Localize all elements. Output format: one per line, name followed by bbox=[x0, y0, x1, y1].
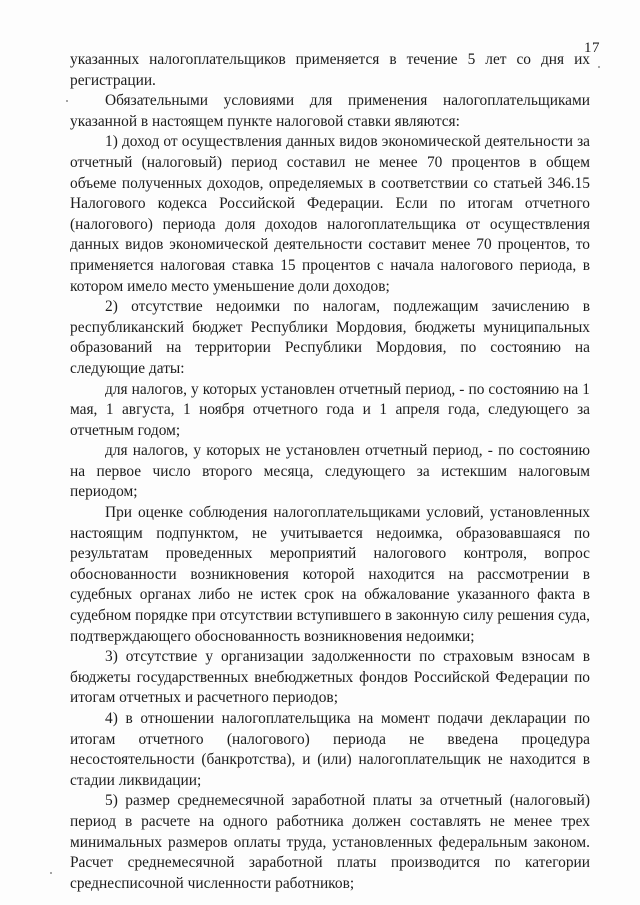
paragraph-continuation: указанных налогоплательщиков применяется в течение 5 лет со дня их регистрации. bbox=[70, 51, 590, 89]
scan-speck bbox=[598, 66, 600, 68]
document-body bbox=[70, 50, 590, 894]
paragraph-conditions-intro: Обязательными условиями для применения налогоплательщиками указанной в настоящем пункте налоговой ставки являются: bbox=[70, 92, 590, 130]
paragraph-condition-4: 4) в отношении налогоплательщика на момент подачи декларации по итогам отчетного (налогового) периода не введена процедура несостоятельности (банкротства), и (или) налогоплательщик не находится в стадии ликвидации; bbox=[70, 710, 590, 789]
scan-speck bbox=[50, 872, 52, 874]
paragraph-condition-2: 2) отсутствие недоимки по налогам, подлежащим зачислению в республиканский бюджет Республики Мордовия, бюджеты муниципальных образований на территории Республики Мордовия, по состоянию на следующие даты: bbox=[70, 298, 590, 377]
paragraph-condition-1: 1) доход от осуществления данных видов экономической деятельности за отчетный (налоговый) период составил не менее 70 процентов в общем объеме полученных доходов, определяемых в соответствии со статьей 346.15 Налогового кодекса Российской Федерации. Если по итогам отчетного (налогового) периода доля доходов налогоплательщика от осуществления данных видов экономической деятельности составит менее 70 процентов, то применяется налоговая ставка 15 процентов с начала налогового периода, в котором имело место уменьшение доли доходов; bbox=[70, 133, 590, 295]
paragraph-condition-3: 3) отсутствие у организации задолженности по страховым взносам в бюджеты государственных внебюджетных фондов Российской Федерации по итогам отчетных и расчетного периодов; bbox=[70, 648, 590, 707]
paragraph-condition-2-reporting: для налогов, у которых установлен отчетный период, - по состоянию на 1 мая, 1 августа, 1 ноября отчетного года и 1 апреля года, следующего за отчетным годом; bbox=[70, 380, 590, 439]
scan-speck bbox=[66, 100, 68, 102]
paragraph-condition-5: 5) размер среднемесячной заработной платы за отчетный (налоговый) период в расчете на одного работника должен составлять не менее трех минимальных размеров оплаты труда, установленных федеральным законом. Расчет среднемесячной заработной платы производится по категории среднесписочной численности работников; bbox=[70, 792, 590, 892]
page-number: 17 bbox=[584, 40, 600, 56]
paragraph-condition-2-no-reporting: для налогов, у которых не установлен отчетный период, - по состоянию на первое число второго месяца, следующего за истекшим налоговым периодом; bbox=[70, 442, 590, 501]
paragraph-arrears-assessment: При оценке соблюдения налогоплательщиками условий, установленных настоящим подпунктом, не учитывается недоимка, образовавшаяся по результатам проведенных мероприятий налогового контроля, вопрос обоснованности возникновения которой находится на рассмотрении в судебных органах либо не истек срок на обжалование указанного факта в судебном порядке при отсутствии вступившего в законную силу решения суда, подтверждающего обоснованность возникновения недоимки; bbox=[70, 504, 590, 645]
